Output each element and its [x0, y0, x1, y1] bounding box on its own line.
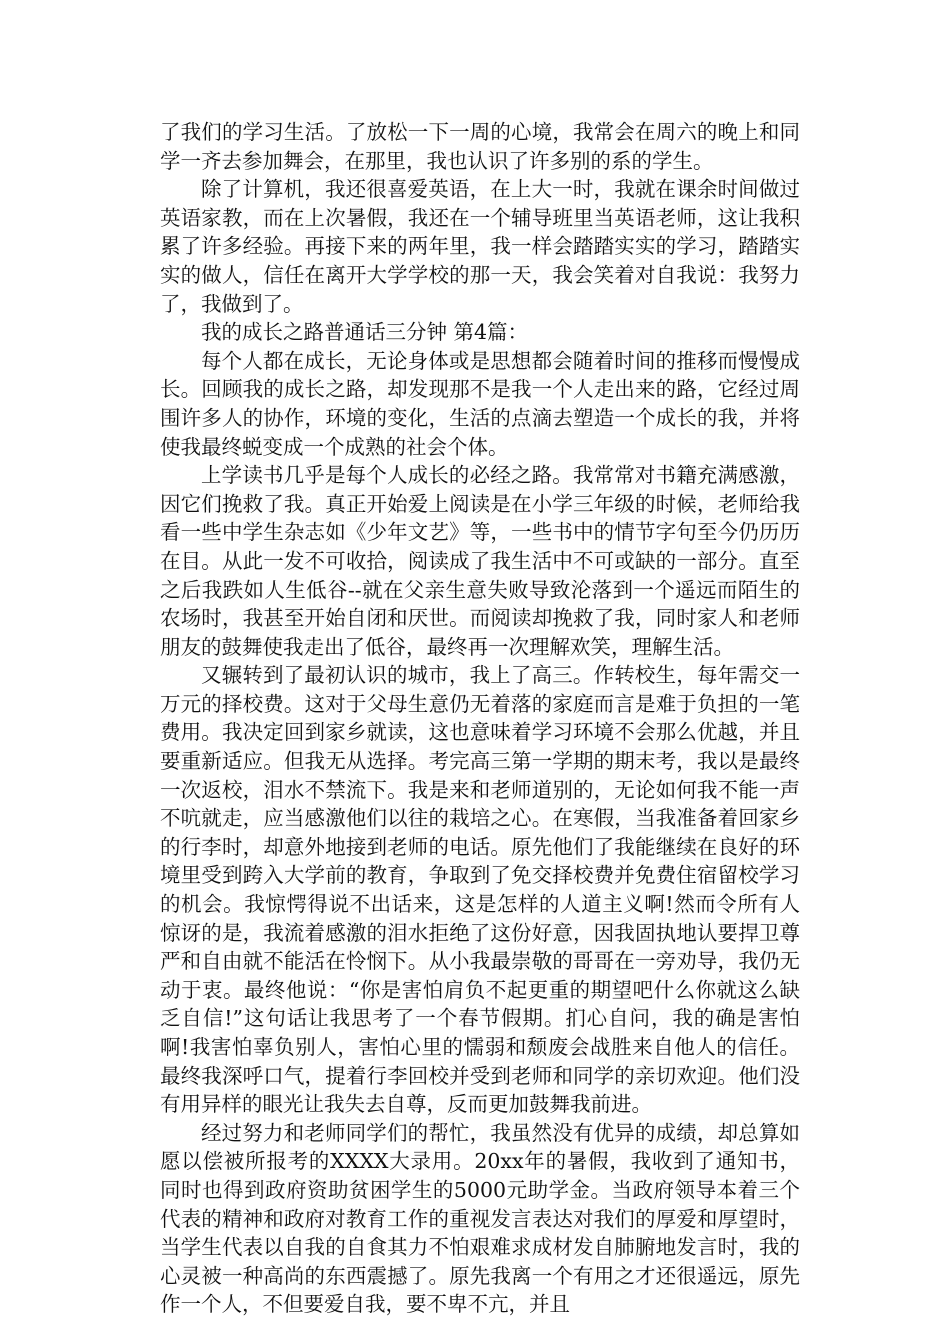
paragraph: 了我们的学习生活。了放松一下一周的心境，我常会在周六的晚上和同学一齐去参加舞会，在那里，我也认识了许多别的系的学生。	[160, 120, 800, 173]
paragraph: 除了计算机，我还很喜爱英语，在上大一时，我就在课余时间做过英语家教，而在上次暑假，我还在一个辅导班里当英语老师，这让我积累了许多经验。再接下来的两年里，我一样会踏踏实实的学习，踏踏实实的做人，信任在离开大学学校的那一天，我会笑着对自我说：我努力了，我做到了。	[160, 177, 800, 316]
paragraph: 经过努力和老师同学们的帮忙，我虽然没有优异的成绩，却总算如愿以偿被所报考的XXXX大录用。20xx年的暑假，我收到了通知书，同时也得到政府资助贫困学生的5000元助学金。当政府领导本着三个代表的精神和政府对教育工作的重视发言表达对我们的厚爱和厚望时，当学生代表以自我的自食其力不怕艰难求成材发自肺腑地发言时，我的心灵被一种高尚的东西震撼了。原先我离一个有用之才还很遥远，原先作一个人，不但要爱自我，要不卑不亢，并且	[160, 1120, 800, 1317]
section-heading: 我的成长之路普通话三分钟 第4篇：	[201, 320, 529, 345]
document-body	[160, 118, 800, 1319]
paragraph: 上学读书几乎是每个人成长的必经之路。我常常对书籍充满感激，因它们挽救了我。真正开始爱上阅读是在小学三年级的时候，老师给我看一些中学生杂志如《少年文艺》等，一些书中的情节字句至今仍历历在目。从此一发不可收拾，阅读成了我生活中不可或缺的一部分。直至之后我跌如人生低谷--就在父亲生意失败导致沦落到一个遥远而陌生的农场时，我甚至开始自闭和厌世。而阅读却挽救了我，同时家人和老师朋友的鼓舞使我走出了低谷，最终再一次理解欢笑，理解生活。	[160, 463, 800, 659]
paragraph: 每个人都在成长，无论身体或是思想都会随着时间的推移而慢慢成长。回顾我的成长之路，却发现那不是我一个人走出来的路，它经过周围许多人的协作，环境的变化，生活的点滴去塑造一个成长的我，并将使我最终蜕变成一个成熟的社会个体。	[160, 348, 800, 459]
paragraph: 又辗转到了最初认识的城市，我上了高三。作转校生，每年需交一万元的择校费。这对于父母生意仍无着落的家庭而言是难于负担的一笔费用。我决定回到家乡就读，这也意味着学习环境不会那么优越，并且要重新适应。但我无从选择。考完高三第一学期的期末考，我以是最终一次返校，泪水不禁流下。我是来和老师道别的，无论如何我不能一声不吭就走，应当感激他们以往的栽培之心。在寒假，当我准备着回家乡的行李时，却意外地接到老师的电话。原先他们了我能继续在良好的环境里受到跨入大学前的教育，争取到了免交择校费并免费住宿留校学习的机会。我惊愕得说不出话来，这是怎样的人道主义啊!然而令所有人惊讶的是，我流着感激的泪水拒绝了这份好意，因我固执地认要捍卫尊严和自由就不能活在怜悯下。从小我最崇敬的哥哥在一旁劝导，我仍无动于衷。最终他说：“你是害怕肩负不起更重的期望吧什么你就这么缺乏自信!”这句话让我思考了一个春节假期。扪心自问，我的确是害怕啊!我害怕辜负别人，害怕心里的懦弱和颓废会战胜来自他人的信任。最终我深呼口气，提着行李回校并受到老师和同学的亲切欢迎。他们没有用异样的眼光让我失去自尊，反而更加鼓舞我前进。	[160, 663, 800, 1117]
